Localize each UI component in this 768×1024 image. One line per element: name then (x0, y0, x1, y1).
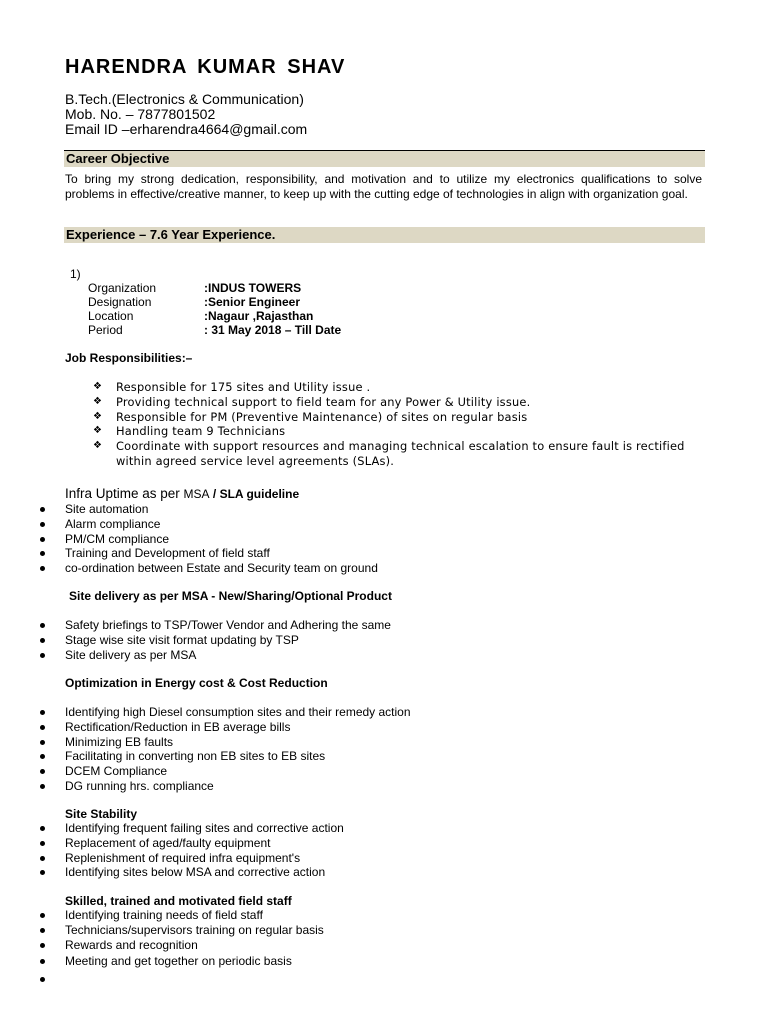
detail-value: :Senior Engineer (204, 295, 301, 309)
detail-label: Designation (88, 295, 152, 309)
list-item: ❖ Providing technical support to field team for any Power & Utility issue. (93, 394, 531, 409)
experience-index: 1) (70, 267, 81, 281)
list-item: Training and Development of field staff (40, 546, 378, 561)
mobile-number: Mob. No. – 7877801502 (65, 106, 216, 122)
diamond-bullet-icon: ❖ (93, 381, 103, 392)
detail-location (88, 309, 313, 323)
job-responsibilities-heading: Job Responsibilities:– (65, 351, 193, 365)
list-item: DG running hrs. compliance (40, 779, 411, 794)
diamond-bullet-icon: ❖ (93, 410, 103, 422)
career-objective-heading: Career Objective (66, 151, 170, 166)
list-item: Identifying training needs of field staff (40, 908, 324, 923)
list-item: PM/CM compliance (40, 532, 378, 547)
list-item: Rewards and recognition (40, 938, 324, 953)
list-item: Safety briefings to TSP/Tower Vendor and Adhering the same (40, 618, 391, 633)
email-address: Email ID –erharendra4664@gmail.com (65, 121, 308, 137)
candidate-name: HARENDRA KUMAR SHAV (65, 56, 346, 78)
detail-designation (88, 295, 300, 309)
list-item: Site automation (40, 502, 378, 517)
list-item: Facilitating in converting non EB sites to EB sites (40, 749, 411, 764)
list-item: DCEM Compliance (40, 764, 411, 779)
experience-band (64, 227, 705, 243)
detail-organization (88, 281, 301, 295)
detail-value: :INDUS TOWERS (204, 281, 302, 295)
site-stability-heading: Site Stability (65, 807, 138, 821)
detail-value: : 31 May 2018 – Till Date (204, 323, 342, 337)
career-objective-band (64, 150, 705, 167)
list-item: Replenishment of required infra equipment's (40, 851, 344, 866)
list-item: Minimizing EB faults (40, 735, 411, 750)
list-item: Identifying frequent failing sites and corrective action (40, 821, 344, 836)
list-item: Technicians/supervisors training on regular basis (40, 923, 324, 938)
diamond-bullet-icon: ❖ (93, 440, 103, 452)
list-item: Replacement of aged/faulty equipment (40, 836, 344, 851)
diamond-bullet-icon: ❖ (93, 395, 103, 407)
list-item: ❖ Handling team 9 Technicians (93, 424, 286, 439)
list-item: ❖ Responsible for 175 sites and Utility issue . (93, 380, 371, 394)
list-item: Meeting and get together on periodic basis (40, 954, 324, 969)
career-objective-text: To bring my strong dedication, responsibility, and motivation and to utilize my electronics qualifications to solve problems in effective/creative manner, to keep up with the cutting edge of technologies in align with organization goal. (65, 172, 702, 201)
list-item: ❖ Coordinate with support resources and managing technical escalation to ensure fault is rectified within agreed service level agreements (SLAs). (93, 439, 685, 468)
site-delivery-heading: Site delivery as per MSA - New/Sharing/Optional Product (69, 589, 392, 603)
optimization-heading: Optimization in Energy cost & Cost Reduction (65, 676, 328, 690)
infra-heading: Infra Uptime as per MSA / SLA guideline (65, 486, 300, 501)
field-staff-heading: Skilled, trained and motivated field staff (65, 894, 292, 908)
detail-label: Organization (88, 281, 157, 295)
degree: B.Tech.(Electronics & Communication) (65, 91, 304, 107)
list-item (40, 972, 324, 987)
list-item: Identifying sites below MSA and corrective action (40, 865, 344, 880)
detail-label: Location (88, 309, 134, 323)
list-item: Rectification/Reduction in EB average bills (40, 720, 411, 735)
responsibilities-list (93, 380, 705, 469)
list-item: Site delivery as per MSA (40, 648, 391, 663)
experience-heading: Experience – 7.6 Year Experience. (66, 227, 276, 242)
site-delivery-list (40, 618, 391, 662)
list-item: Alarm compliance (40, 517, 378, 532)
infra-list (40, 502, 378, 576)
detail-label: Period (88, 323, 123, 337)
detail-period (88, 323, 341, 337)
list-item: co-ordination between Estate and Security team on ground (40, 561, 378, 576)
detail-value: :Nagaur ,Rajasthan (204, 309, 314, 323)
optimization-list (40, 705, 411, 794)
field-staff-list (40, 908, 324, 987)
diamond-bullet-icon: ❖ (93, 425, 103, 437)
list-item: Identifying high Diesel consumption sites and their remedy action (40, 705, 411, 720)
list-item: Stage wise site visit format updating by TSP (40, 633, 391, 648)
list-item: ❖ Responsible for PM (Preventive Maintenance) of sites on regular basis (93, 409, 528, 424)
site-stability-list (40, 821, 344, 880)
